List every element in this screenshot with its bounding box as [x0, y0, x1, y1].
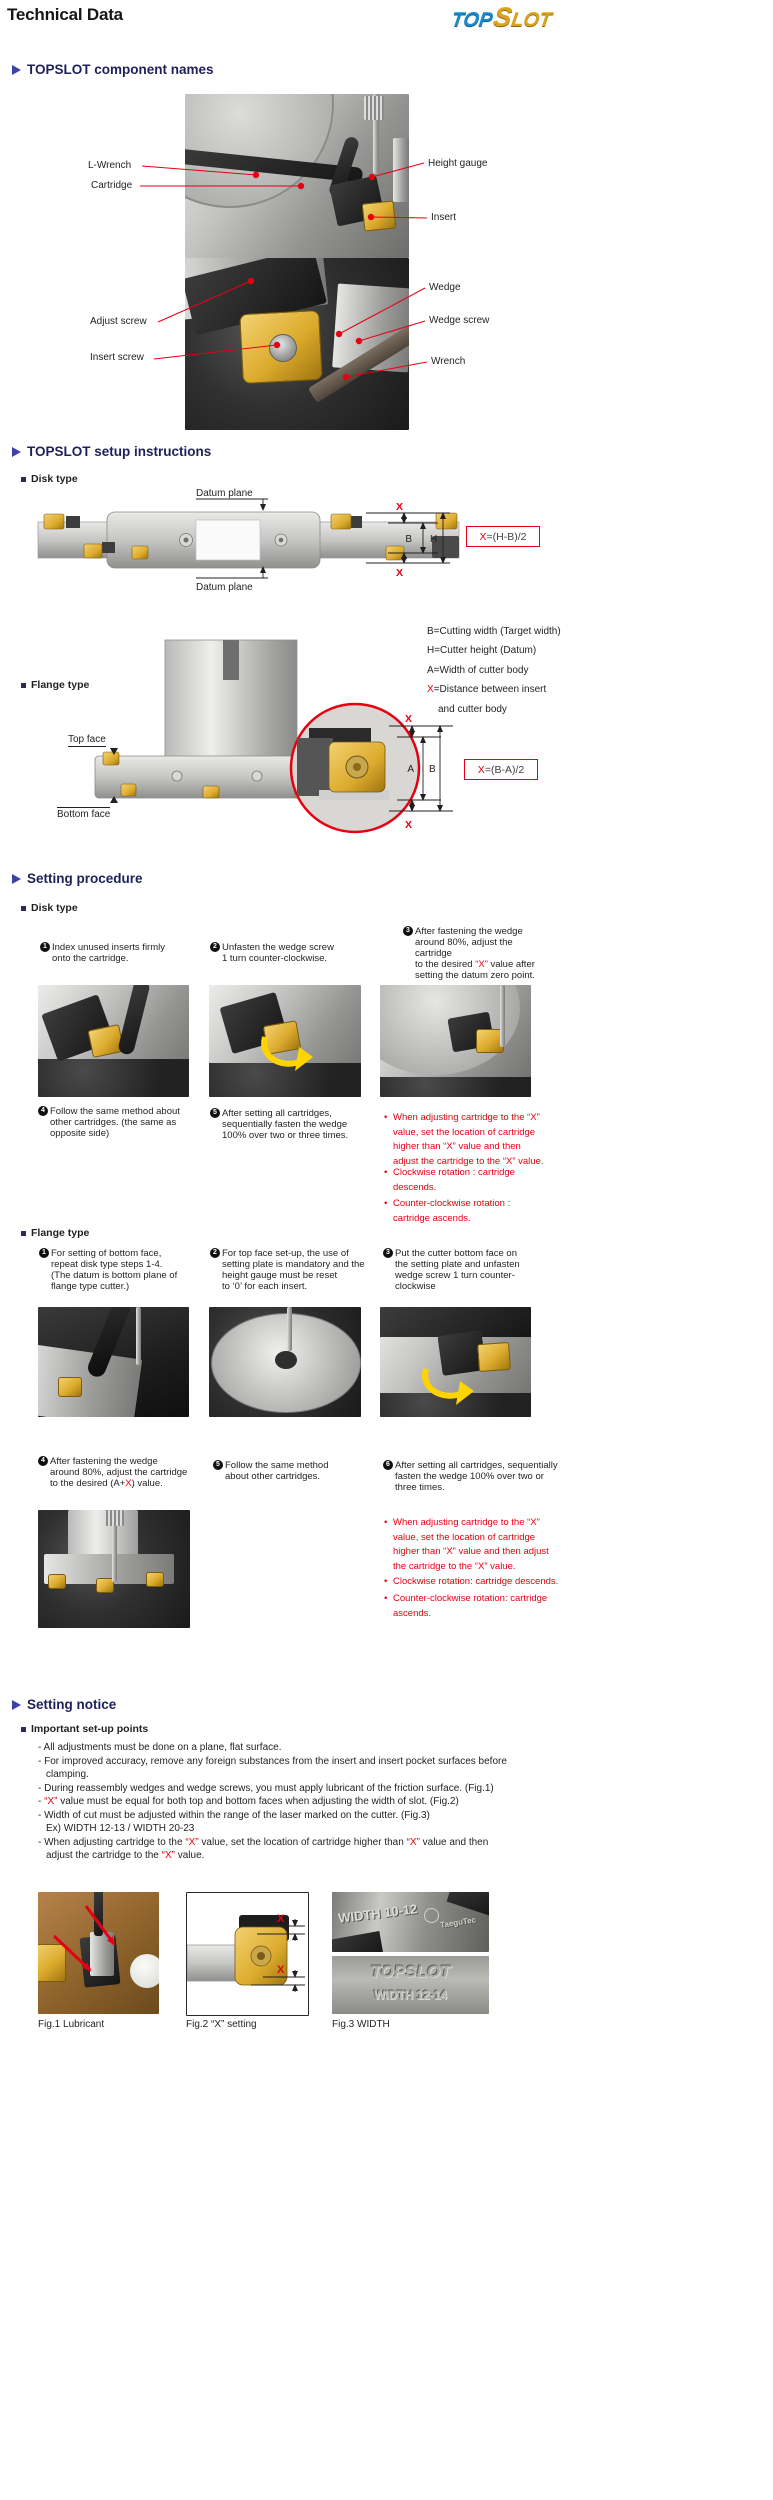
disk-step-3: 3 After fastening the wedge around 80%, adjust the cartridge to the desired “X” value after setting the datum zero point.: [403, 926, 551, 981]
fig2-x-bottom: X: [277, 1964, 285, 1976]
label-wedge-screw: Wedge screw: [429, 315, 490, 326]
dim-b: B: [405, 534, 412, 545]
square-bullet-icon: [21, 683, 26, 688]
arrow-down-icon: [110, 748, 118, 755]
step-number-badge: 2: [210, 942, 220, 952]
disk-diagram: [36, 486, 466, 592]
notice-item: - Width of cut must be adjusted within the range of the laser marked on the cutter. (Fig.3) Ex) WIDTH 12-13 / WIDTH 20-23: [38, 1809, 430, 1834]
top-face-label: Top face: [68, 734, 106, 745]
flange-note-3: • Counter-clockwise rotation: cartridge ascends.: [383, 1592, 561, 1621]
legend-line: X=Distance between insert: [427, 684, 547, 696]
label-leader-lines: [0, 94, 500, 434]
section-title: Setting notice: [27, 1697, 117, 1712]
step-number-badge: 3: [383, 1248, 393, 1258]
flange-step-4: 4 After fastening the wedge around 80%, adjust the cartridge to the desired (A+X) value.: [38, 1456, 210, 1489]
fig2-x-top: X: [277, 1913, 285, 1925]
disk-step-2: 2 Unfasten the wedge screw 1 turn counter-clockwise.: [210, 942, 372, 964]
datum-plane-bottom-label: Datum plane: [196, 582, 253, 592]
photo-disk-step2: [209, 985, 361, 1097]
disk-step-4: 4 Follow the same method about other cartridges. (the same as opposite side): [38, 1106, 208, 1139]
square-bullet-icon: [21, 477, 26, 482]
step-number-badge: 4: [38, 1106, 48, 1116]
label-insert: Insert: [431, 212, 457, 223]
section-procedure-heading: [12, 871, 143, 886]
label-l-wrench: L-Wrench: [88, 160, 132, 171]
label-height-gauge: Height gauge: [428, 158, 488, 169]
photo-flange-step1: [38, 1307, 189, 1417]
logo-slot-text: SLOT: [491, 2, 553, 32]
notice-item: - For improved accuracy, remove any foreign substances from the insert and insert pocket surfaces before clamping.: [38, 1755, 507, 1780]
disk-step-1: 1 Index unused inserts firmly onto the cartridge.: [40, 942, 207, 964]
notice-item: - During reassembly wedges and wedge screws, you must apply lubricant of the friction surface. (Fig.1): [38, 1782, 494, 1794]
label-wedge: Wedge: [429, 282, 461, 293]
bottom-face-label: Bottom face: [57, 809, 111, 820]
figure-width-bottom-photo: [332, 1956, 489, 2014]
photo-flange-step3: [380, 1307, 531, 1417]
step-number-badge: 1: [40, 942, 50, 952]
logo-top-text: TOP: [450, 9, 494, 31]
notice-item: - “X” value must be equal for both top and bottom faces when adjusting the width of slot. (Fig.2): [38, 1796, 459, 1807]
disk-note-1: • When adjusting cartridge to the “X” value, set the location of cartridge higher than “X” value and then adjust the cartridge to the “X” value.: [383, 1111, 553, 1169]
legend-line: and cutter body: [438, 703, 507, 715]
label-adjust-screw: Adjust screw: [90, 316, 147, 327]
section-title: Setting procedure: [27, 871, 143, 886]
notice-item: - All adjustments must be done on a plane, flat surface.: [38, 1742, 282, 1753]
flange-step-3: 3 Put the cutter bottom face on the setting plate and unfasten wedge screw 1 turn counter- clockwise: [383, 1248, 547, 1292]
flange-step-2: 2 For top face set-up, the use of setting plate is mandatory and the height gauge must be reset to ‘0’ for each insert.: [210, 1248, 387, 1292]
flange-step-1: 1 For setting of bottom face, repeat disk type steps 1-4. (The datum is bottom plane of flange type cutter.): [39, 1248, 206, 1292]
section-arrow-icon: [12, 1700, 21, 1710]
figure-x-setting-diagram: [186, 1892, 309, 2016]
datum-plane-top-label: Datum plane: [196, 488, 253, 499]
engraving-width-range: WIDTH 10-12: [337, 1901, 419, 1926]
step-number-badge: 2: [210, 1248, 220, 1258]
label-cartridge: Cartridge: [91, 180, 133, 191]
engraving-topslot-logo: TOPSLOT: [370, 1962, 451, 1981]
label-wrench: Wrench: [431, 356, 466, 367]
flange-diagram: [57, 638, 462, 853]
dim-x-bottom: X: [405, 819, 413, 831]
red-arrow-icons: [38, 1892, 159, 2014]
square-bullet-icon: [21, 906, 26, 911]
legend-line: A=Width of cutter body: [427, 664, 529, 676]
figure-width-top-photo: [332, 1892, 489, 1952]
flange-type-label: Flange type: [21, 679, 89, 691]
procedure-flange-label: Flange type: [21, 1227, 89, 1239]
notice-list: [38, 1741, 583, 1863]
step-number-badge: 6: [383, 1460, 393, 1470]
dim-x-top: X: [396, 501, 404, 513]
flange-step-6: 6 After setting all cartridges, sequentially fasten the wedge 100% over two or three times.: [383, 1460, 585, 1493]
figure3-caption: Fig.3 WIDTH: [332, 2019, 390, 2030]
photo-disk-step1: [38, 985, 189, 1097]
step-number-badge: 3: [403, 926, 413, 936]
flange-note-1: • When adjusting cartridge to the “X” value, set the location of cartridge higher than “X” value and then adjust the cartridge to the “X” value.: [383, 1516, 561, 1574]
legend-line: H=Cutter height (Datum): [427, 645, 537, 657]
dim-h: H: [430, 534, 438, 545]
yellow-arrow-icon: [257, 1029, 315, 1075]
arrow-up-icon: [110, 796, 118, 803]
section-arrow-icon: [12, 65, 21, 75]
figure-lubricant-photo: [38, 1892, 159, 2014]
dim-x-bottom: X: [396, 567, 404, 579]
topslot-logo: [450, 2, 554, 33]
section-arrow-icon: [12, 874, 21, 884]
yellow-arrow-icon: [418, 1361, 476, 1407]
engraving-brand: TaeguTec: [439, 1915, 477, 1930]
important-points-label: Important set-up points: [21, 1723, 148, 1735]
section-notice-heading: [12, 1697, 116, 1712]
section-arrow-icon: [12, 447, 21, 457]
section-title: TOPSLOT component names: [27, 62, 214, 77]
disk-type-label: Disk type: [21, 473, 78, 485]
x-setting-svg: [187, 1893, 306, 2013]
dim-x-top: X: [405, 713, 413, 725]
page-title: Technical Data: [7, 5, 123, 24]
dim-a: A: [407, 764, 414, 775]
flange-step-5: 5 Follow the same method about other cartridges.: [213, 1460, 370, 1482]
square-bullet-icon: [21, 1727, 26, 1732]
square-bullet-icon: [21, 1231, 26, 1236]
label-insert-screw: Insert screw: [90, 352, 144, 363]
section-title: TOPSLOT setup instructions: [27, 444, 212, 459]
disk-step-5: 5 After setting all cartridges, sequentially fasten the wedge 100% over two or three times.: [210, 1108, 380, 1141]
section-components-heading: [12, 62, 214, 77]
photo-flange-step2: [209, 1307, 361, 1417]
figure2-caption: Fig.2 “X” setting: [186, 2019, 257, 2030]
dim-b: B: [429, 764, 436, 775]
disk-note-2: • Clockwise rotation : cartridge descends.: [383, 1166, 553, 1195]
photo-disk-step3: [380, 985, 531, 1097]
section-setup-heading: [12, 444, 211, 459]
legend-line: B=Cutting width (Target width): [427, 626, 561, 637]
disk-note-3: • Counter-clockwise rotation : cartridge ascends.: [383, 1197, 553, 1226]
engraving-width-value: WIDTH 12-14: [373, 1988, 448, 2002]
step-number-badge: 5: [213, 1460, 223, 1470]
procedure-disk-label: Disk type: [21, 902, 78, 914]
figure1-caption: Fig.1 Lubricant: [38, 2019, 105, 2030]
formula-disk: X =(H-B)/2: [466, 526, 540, 547]
notice-item: - When adjusting cartridge to the “X” value, set the location of cartridge higher than “X” value and then adjust the cartridge to the “X” value.: [38, 1836, 489, 1861]
step-number-badge: 1: [39, 1248, 49, 1258]
step-number-badge: 4: [38, 1456, 48, 1466]
step-number-badge: 5: [210, 1108, 220, 1118]
formula-flange: X =(B-A)/2: [464, 759, 538, 780]
photo-flange-step4: [38, 1510, 190, 1628]
flange-note-2: • Clockwise rotation: cartridge descends.: [383, 1575, 583, 1590]
